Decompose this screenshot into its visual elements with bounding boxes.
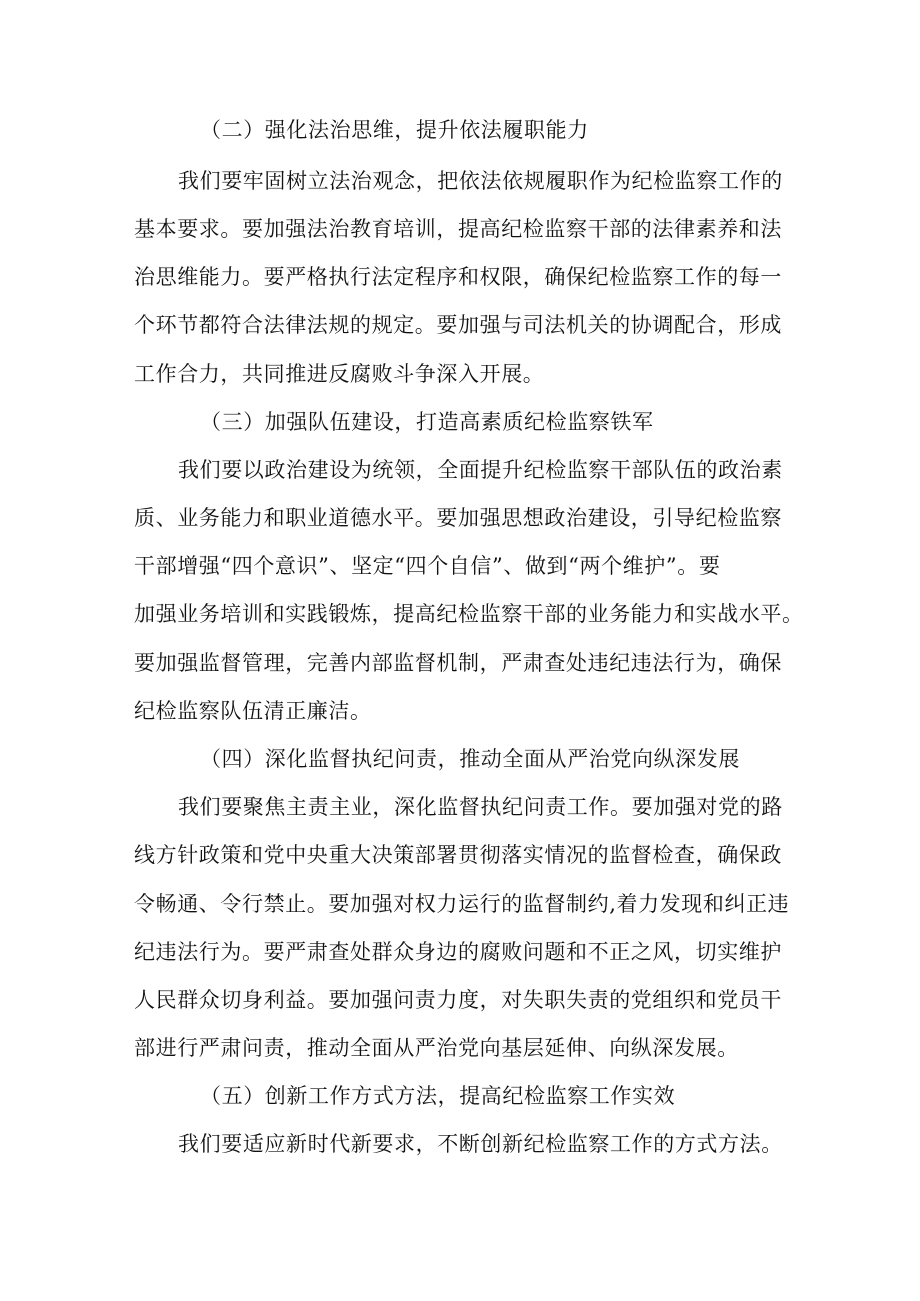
paragraph-line: 线方针政策和党中央重大决策部署贯彻落实情况的监督检查，确保政 [134,843,782,867]
section-heading-2: （二）强化法治思维，提升依法履职能力 [200,118,589,142]
paragraph-line: 质、业务能力和职业道德水平。要加强思想政治建设，引导纪检监察 [134,506,782,530]
section-heading-5: （五）创新工作方式方法，提高纪检监察工作实效 [200,1084,676,1108]
paragraph-line: 要加强监督管理，完善内部监督机制，严肃查处违纪违法行为，确保 [134,651,782,675]
section-heading-4: （四）深化监督执纪问责，推动全面从严治党向纵深发展 [200,747,740,771]
paragraph-line: 我们要牢固树立法治观念，把依法依规履职作为纪检监察工作的 [178,169,783,193]
section-heading-3: （三）加强队伍建设，打造高素质纪检监察铁军 [200,410,654,434]
paragraph-line: 加强业务培训和实践锻炼，提高纪检监察干部的业务能力和实战水平。 [134,602,804,626]
paragraph-line: 个环节都符合法律法规的规定。要加强与司法机关的协调配合，形成 [134,313,782,337]
paragraph-line: 部进行严肃问责，推动全面从严治党向基层延伸、向纵深发展。 [134,1036,739,1060]
paragraph-line: 人民群众切身利益。要加强问责力度，对失职失责的党组织和党员干 [134,988,782,1012]
paragraph-line: 令畅通、令行禁止。要加强对权力运行的监督制约,着力发现和纠正违 [134,892,790,916]
paragraph-line: 工作合力，共同推进反腐败斗争深入开展。 [134,362,545,386]
paragraph-line: 治思维能力。要严格执行法定程序和权限，确保纪检监察工作的每一 [134,265,782,289]
paragraph-line: 纪违法行为。要严肃查处群众身边的腐败问题和不正之风，切实维护 [134,940,782,964]
paragraph-line: 纪检监察队伍清正廉洁。 [134,699,372,723]
paragraph-line: 我们要聚焦主责主业，深化监督执纪问责工作。要加强对党的路 [178,795,783,819]
paragraph-line: 我们要以政治建设为统领，全面提升纪检监察干部队伍的政治素 [178,458,783,482]
paragraph-line: 我们要适应新时代新要求，不断创新纪检监察工作的方式方法。 [178,1132,783,1156]
paragraph-line: 基本要求。要加强法治教育培训，提高纪检监察干部的法律素养和法 [134,217,782,241]
paragraph-line: 干部增强“四个意识”、坚定“四个自信”、做到“两个维护”。要 [134,554,721,578]
